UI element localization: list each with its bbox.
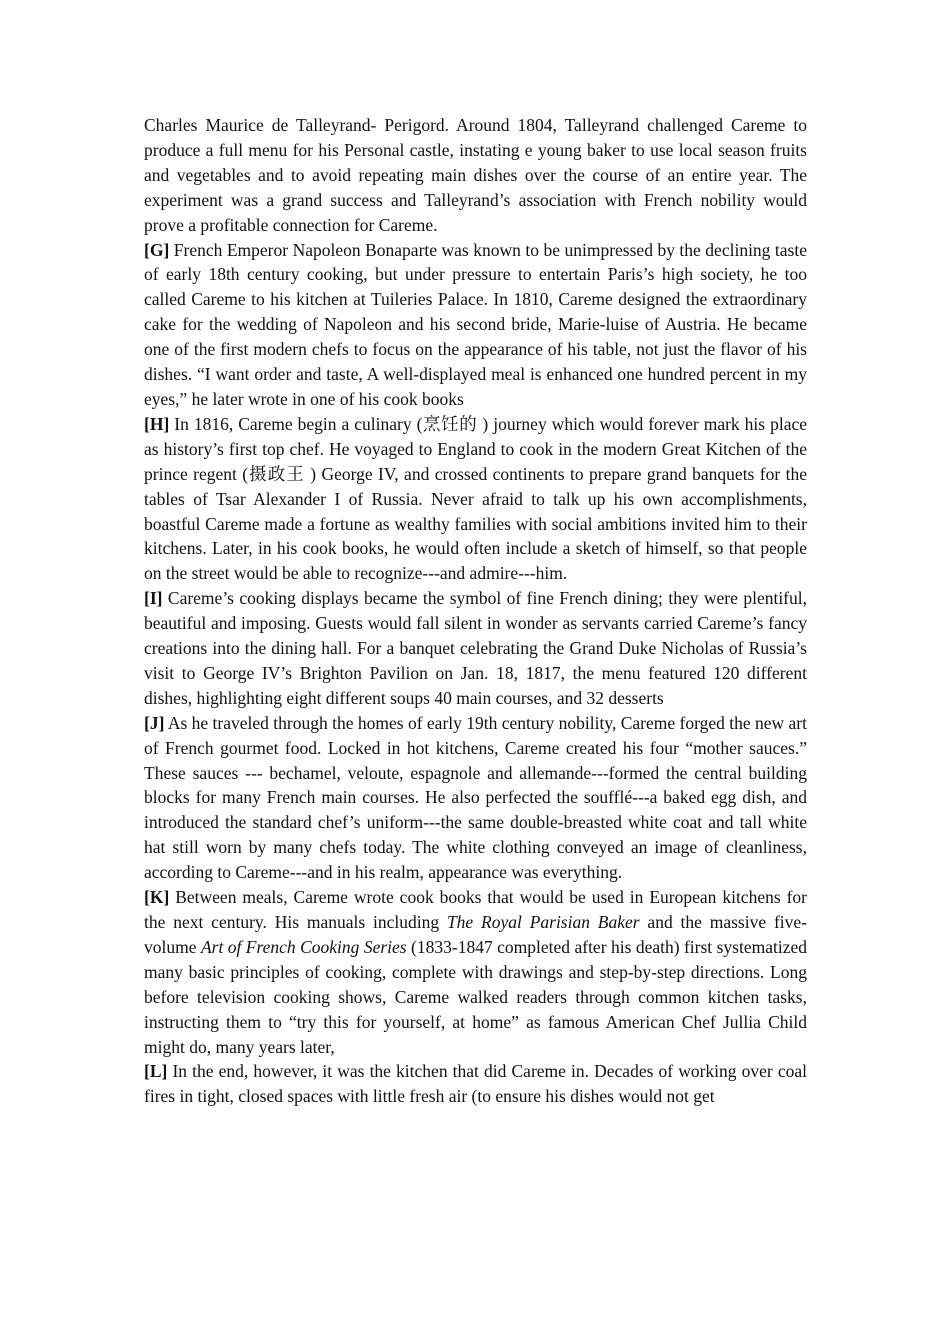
paragraph-h: [144, 412, 807, 586]
paragraph-text: Charles Maurice de Talleyrand- Perigord. Around 1804, Talleyrand challenged Careme to produce a full menu for his Personal castle, instating e young baker to use local season fruits and vegetables and to avoid repeating main dishes over the course of an entire year. The experiment was a grand success and Talleyrand’s association with French nobility would prove a profitable connection for Careme.: [144, 115, 807, 235]
paragraph-j: [144, 711, 807, 885]
paragraph-label: [L]: [144, 1061, 168, 1082]
paragraph-label: [I]: [144, 588, 163, 609]
paragraph-text: and the massive five-volume: [144, 912, 807, 957]
paragraph-label: [J]: [144, 712, 165, 733]
paragraph-text: Careme’s cooking displays became the symbol of fine French dining; they were plentiful, beautiful and imposing. Guests would fall silent in wonder as servants carried Careme’s fancy creations into the dining hall. For a banquet celebrating the Grand Duke Nicholas of Russia’s visit to George IV’s Brighton Pavilion on Jan. 18, 1817, the menu featured 120 different dishes, highlighting eight different soups 40 main courses, and 32 desserts: [144, 588, 807, 708]
paragraph-k: [144, 885, 807, 1059]
paragraph-g: [144, 238, 807, 412]
paragraph-label: [G]: [144, 239, 170, 260]
paragraph-l: [144, 1059, 807, 1109]
paragraph-label: [K]: [144, 887, 170, 908]
paragraph-text: French Emperor Napoleon Bonaparte was known to be unimpressed by the declining taste of early 18th century cooking, but under pressure to entertain Paris’s high society, he too called Careme to his kitchen at Tuileries Palace. In 1810, Careme designed the extraordinary cake for the wedding of Napoleon and his second bride, Marie-luise of Austria. He became one of the first modern chefs to focus on the appearance of his table, not just the flavor of his dishes. “I want order and taste, A well-displayed meal is enhanced one hundred percent in my eyes,” he later wrote in one of his cook books: [144, 239, 807, 409]
paragraph-i: [144, 586, 807, 711]
book-title: The Royal Parisian Baker: [446, 912, 640, 932]
paragraph-label: [H]: [144, 413, 170, 434]
paragraph-text: In 1816, Careme begin a culinary (烹饪的 ) journey which would forever mark his place as history’s first top chef. He voyaged to England to cook in the modern Great Kitchen of the prince regent (摄政王 ) George IV, and crossed continents to prepare grand banquets for the tables of Tsar Alexander I of Russia. Never afraid to talk up his own accomplishments, boastful Careme made a fortune as wealthy families with social ambitions invited him to their kitchens. Later, in his cook books, he would often include a sketch of himself, so that people on the street would be able to recognize---and admire---him.: [144, 413, 807, 584]
paragraph-text: As he traveled through the homes of early 19th century nobility, Careme forged the new art of French gourmet food. Locked in hot kitchens, Careme created his four “mother sauces.” These sauces --- bechamel, veloute, espagnole and allemande---formed the central building blocks for many French main courses. He also perfected the soufflé---a baked egg dish, and introduced the standard chef’s uniform---the same double-breasted white coat and tall white hat still worn by many chefs today. The white clothing conveyed an image of cleanliness, according to Careme---and in his realm, appearance was everything.: [144, 712, 807, 883]
paragraph-text: In the end, however, it was the kitchen that did Careme in. Decades of working over coal fires in tight, closed spaces with little fresh air (to ensure his dishes would not get: [144, 1061, 807, 1107]
book-title: Art of French Cooking Series: [200, 936, 407, 957]
paragraph-text: (1833-1847 completed after his death) first systematized many basic principles of cooking, complete with drawings and step-by-step directions. Long before television cooking shows, Careme walked readers through common kitchen tasks, instructing them to “try this for yourself, at home” as famous American Chef Jullia Child might do, many years later,: [144, 936, 807, 1057]
paragraph-text: Between meals, Careme wrote cook books that would be used in European kitchens for the next century. His manuals including: [144, 887, 807, 932]
document-page: [144, 113, 807, 1109]
paragraph-intro: [144, 113, 807, 238]
